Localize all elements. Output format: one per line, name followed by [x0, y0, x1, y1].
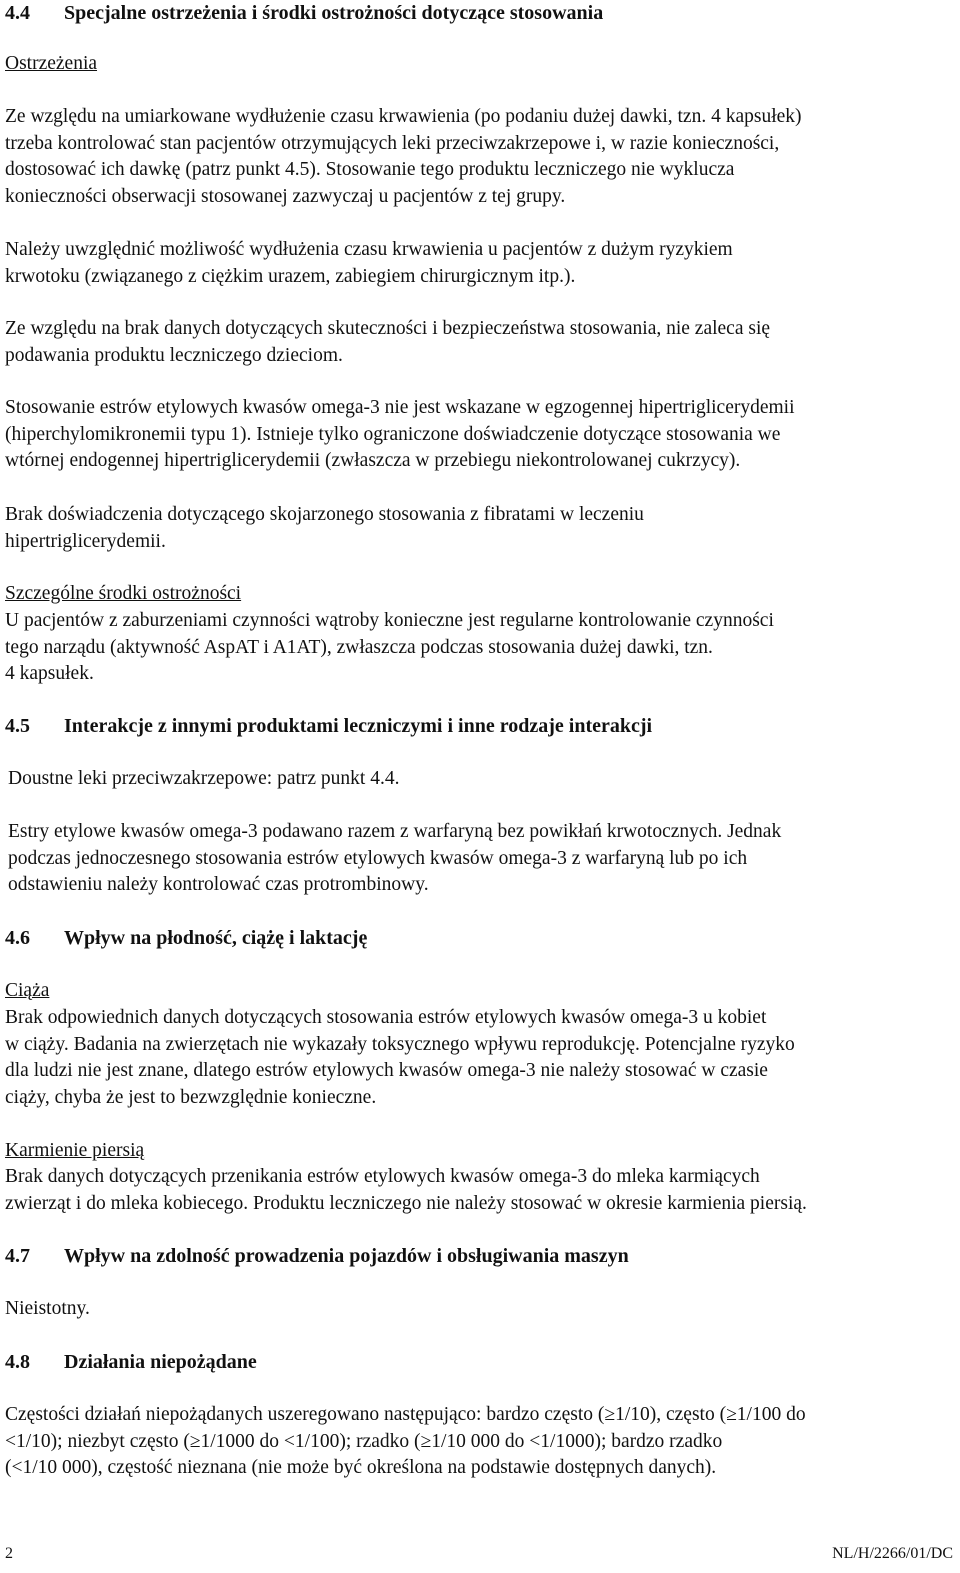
text-line: krwotoku (związanego z ciężkim urazem, zabiegiem chirurgicznym itp.).	[5, 265, 576, 287]
text-line: (hiperchylomikronemii typu 1). Istnieje tylko ograniczone doświadczenie dotyczące stosowania we	[5, 423, 781, 445]
document-reference: NL/H/2266/01/DC	[832, 1545, 953, 1562]
text-line: Częstości działań niepożądanych uszeregowano następująco: bardzo często (≥1/10), często (≥1/100 do	[5, 1404, 806, 1425]
paragraph-children	[5, 316, 953, 369]
text-line: Estry etylowe kwasów omega-3 podawano razem z warfaryną bez powikłań krwotocznych. Jednak	[8, 821, 782, 842]
text-line: 4 kapsułek.	[5, 663, 94, 684]
section-title: Specjalne ostrzeżenia i środki ostrożności dotyczące stosowania	[64, 2, 604, 24]
paragraph-warfarin	[8, 819, 956, 899]
text-line: podczas jednoczesnego stosowania estrów etylowych kwasów omega-3 z warfaryną lub po ich	[8, 847, 748, 869]
text-line: zwierząt i do mleka kobiecego. Produktu leczniczego nie należy stosować w okresie karmienia piersią.	[5, 1192, 807, 1214]
text-line: wtórnej endogennej hipertriglicerydemii (zwłaszcza w przebiegu niekontrolowanej cukrzycy).	[5, 450, 741, 471]
subheading-precautions: Szczególne środki ostrożności	[5, 583, 242, 604]
section-title: Działania niepożądane	[64, 1351, 257, 1373]
text-line: U pacjentów z zaburzeniami czynności wątroby konieczne jest regularne kontrolowanie czynności	[5, 610, 774, 631]
text-line: Należy uwzględnić możliwość wydłużenia czasu krwawienia u pacjentów z dużym ryzykiem	[5, 239, 733, 260]
text-line: hipertriglicerydemii.	[5, 530, 166, 552]
text-line: Brak odpowiednich danych dotyczących stosowania estrów etylowych kwasów omega-3 u kobiet	[5, 1007, 767, 1028]
text-line: Doustne leki przeciwzakrzepowe: patrz punkt 4.4.	[8, 768, 400, 789]
text-line: w ciąży. Badania na zwierzętach nie wykazały toksycznego wpływu reprodukcję. Potencjalne ryzyko	[5, 1033, 795, 1055]
text-line: Stosowanie estrów etylowych kwasów omega-3 nie jest wskazane w egzogennej hipertriglicerydemii	[5, 397, 795, 418]
paragraph-hypertriglyceridemia	[5, 395, 953, 475]
section-number: 4.8	[5, 1351, 30, 1373]
text-line: Ze względu na brak danych dotyczących skuteczności i bezpieczeństwa stosowania, nie zaleca się	[5, 318, 771, 339]
section-number: 4.7	[5, 1245, 30, 1267]
text-line: tego narządu (aktywność AspAT i A1AT), zwłaszcza podczas stosowania dużej dawki, tzn.	[5, 636, 713, 658]
section-title: Wpływ na płodność, ciążę i laktację	[64, 927, 368, 949]
paragraph-anticoagulants	[8, 766, 956, 793]
text-line: <1/10); niezbyt często (≥1/1000 do <1/100); rzadko (≥1/10 000 do <1/1000); bardzo rzadko	[5, 1430, 723, 1452]
subheading-breastfeeding: Karmienie piersią	[5, 1140, 145, 1161]
paragraph-frequencies	[5, 1402, 953, 1482]
text-line: Brak doświadczenia dotyczącego skojarzonego stosowania z fibratami w leczeniu	[5, 504, 644, 525]
text-line: Ze względu na umiarkowane wydłużenie czasu krwawienia (po podaniu dużej dawki, tzn. 4 kapsułek)	[5, 106, 802, 127]
subheading-pregnancy: Ciąża	[5, 980, 50, 1001]
text-line: Brak danych dotyczących przenikania estrów etylowych kwasów omega-3 do mleka karmiących	[5, 1166, 760, 1187]
paragraph-bleeding-time	[5, 104, 953, 210]
paragraph-liver	[5, 608, 953, 688]
paragraph-fibrates	[5, 502, 953, 555]
text-line: dla ludzi nie jest znane, dlatego estrów etylowych kwasów omega-3 nie należy stosować w czasie	[5, 1060, 768, 1081]
paragraph-bleeding-risk	[5, 237, 953, 290]
paragraph-pregnancy	[5, 1005, 953, 1111]
text-line: trzeba kontrolować stan pacjentów otrzymujących leki przeciwzakrzepowe i, w razie konieczności,	[5, 132, 780, 154]
section-number: 4.5	[5, 715, 30, 737]
section-number: 4.4	[5, 2, 30, 24]
text-line: odstawieniu należy kontrolować czas protrombinowy.	[8, 874, 429, 895]
subheading-warnings: Ostrzeżenia	[5, 53, 98, 74]
section-title: Wpływ na zdolność prowadzenia pojazdów i obsługiwania maszyn	[64, 1245, 629, 1267]
text-line: podawania produktu leczniczego dzieciom.	[5, 344, 343, 366]
text-line: konieczności obserwacji stosowanej zazwyczaj u pacjentów z tej grupy.	[5, 185, 566, 207]
text-line: ciąży, chyba że jest to bezwzględnie konieczne.	[5, 1086, 377, 1108]
section-number: 4.6	[5, 927, 30, 949]
paragraph-not-relevant	[5, 1296, 953, 1323]
text-line: dostosować ich dawkę (patrz punkt 4.5). Stosowanie tego produktu leczniczego nie wyklucza	[5, 159, 735, 180]
section-title: Interakcje z innymi produktami leczniczymi i inne rodzaje interakcji	[64, 715, 653, 737]
text-line: (<1/10 000), częstość nieznana (nie może być określona na podstawie dostępnych danych).	[5, 1457, 717, 1478]
paragraph-breastfeeding	[5, 1164, 953, 1217]
page-number: 2	[5, 1545, 13, 1562]
text-line: Nieistotny.	[5, 1298, 90, 1319]
